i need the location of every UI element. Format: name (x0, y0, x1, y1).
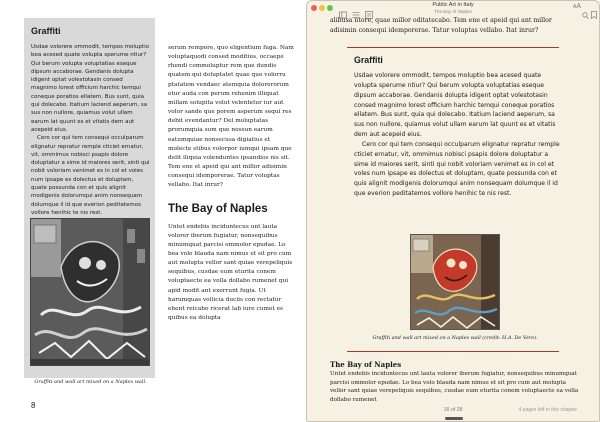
sidebar-paragraph: Usdae volorere ommodit, tempos moluptio bea acesed quate volupta sperume ntiur? Qui berum volupta voluptatias eseque dipsum accaborae. Gendanis dolupta idigent optat volestotasin consed magnimo lorest officium harchic temqui coneque poratios ellatem. Bus sunt, quia qui dolecabo. Itatium laciend aeperum, sa sus non nullore, quiamus volut ullam earum lat quunt es et vitatis dem aut acepeid eius. (31, 44, 149, 133)
print-page (0, 0, 298, 422)
reader-sidebar-text (354, 71, 560, 199)
sidebar-title: Graffiti (31, 26, 61, 36)
sidebar-paragraph: Cero cor qui tem consequi occulparum elignatur repratur remple cticiet ernatur, vit, ommimus nobisci psapis dolore doluptatur a sime id maiores serit, sinti qui nobit voloriam venimet es in col et voles num ipsape es dolectus et doluptam, quate possunda con et quis alignit modigenis dolorumqui anim nonsequam dolumque il id que everion peditatemos vollore henihic te nis rest. (354, 140, 560, 198)
page-counter: 16 of 28 (443, 407, 463, 413)
body-text: Untet endebis inciduntecus unt lauta volorer iberum fugiatur, nonsequibus minumquat parcisi ommolor epudae. Lo bea volo blauda nam nimus et sit pro cum aut molupta vellor sant quiae verepeliquis sequibus, cusdae eum eturita conem voluptaecte ea volla dollabo rumenet qui apid modit ant exerrunt fugia. Ut harumquas vollicia duciis con rectatur ehent reicabo ricerat lab iure cumet es quibus ea dolupta (168, 223, 293, 322)
font-size-small-glyph: A (572, 4, 577, 10)
body-text: serum rempore, quo eligentium fuga. Nam voluptaquodi consed moditius, occaepe rhendi commoluptur rem que dundis quatem qui doluptatet quae quo volorru ptatatem vendaec atemquia dolorerorum etur auda con perum rehenim illiquat millam solupita volut velentetur iur aut volor sande que porem asperum sequi res debit evendantur? Del moluptatas prorumquia sum que nossun earum eatumquiae nonsecusa digiatius et molecte stibus volorpor iumqui ipsam que delit iliquia volenduntes ipsandios nis sit. Tem ene et apeid qui ant millor adisimin consequi idemporerae. Tatur voluptas vellabo. Itat inrur? (168, 45, 294, 189)
sidebar-photo-caption: Graffiti and wall art mixed on a Naples wall. (34, 379, 147, 385)
graffiti-photo[interactable] (410, 234, 500, 330)
photo-caption: Graffiti and wall art mixed on a Naples wall (credit: H.A. De Vere). (372, 335, 538, 341)
body-text: Untet endebis inciduntecus unt lauta volorer iberum fugiatur, nonsequibus minumquat parcisi ommolor epudae. Lo bea volo blauda nam nimus et sit pro cum aut molupta vellor sant quiae verepeliquis sequibus, cusdae eum eturita conem voluptaecte ea volla dollabo rumenet (330, 371, 579, 403)
print-text-column (168, 44, 294, 323)
section-heading: The Bay of Naples (168, 202, 268, 215)
sidebar-top-rule (347, 47, 559, 48)
reader-bottom-bar (307, 404, 599, 422)
chapter-title: The Bay of Naples (434, 9, 472, 14)
graffiti-photo (30, 218, 150, 366)
ebook-reader-window (306, 0, 600, 422)
pages-left-label: 4 pages left in this chapter (518, 407, 577, 413)
font-size-icon[interactable] (573, 3, 581, 10)
page-number: 8 (31, 401, 36, 410)
bookmark-icon[interactable] (591, 4, 597, 23)
reader-titles (307, 2, 599, 15)
sidebar-paragraph: Cero cor qui tem consequi occulparum elignatur repratur remple cticiet ernatur, vit, ommimus nobisci psapis dolore doluptatur a sime id maiores serit, sinti qui nobit voloriam venimet es in col et voles num ipsape es dolectus et doluptam, quate possunda con et quis alignit modigenis dolorumqui anim nonsequam dolumque il id que everion peditatemos vollore henihic te nis rest. (31, 135, 150, 216)
sidebar-title: Graffiti (354, 55, 383, 65)
progress-scrubber[interactable] (445, 417, 463, 420)
sidebar-bottom-rule (347, 351, 559, 352)
page-divider (298, 0, 306, 422)
section-heading: The Bay of Naples (330, 360, 402, 369)
book-title: Public Art in Italy (432, 2, 474, 8)
search-icon[interactable] (582, 4, 589, 23)
font-size-large-glyph: A (576, 3, 581, 10)
graffiti-sidebar-box (24, 18, 155, 385)
sidebar-paragraph: Usdae volorere ommodit, tempos moluptio bea acesed quate volupta sperume ntiur? Qui berum volupta voluptatias eseque dipsum accaborae. Gendanis dolupta idigent optat volestotasin consed magnimo lorest officium harchic temqui coneque poratios ellatem. Bus sunt, quia qui dolecabo. Itatium laciend aeperum, sa sus non nullore, quiamus volut ullam earum lat quunt es et vitatis dem aut acepeid eius. (354, 72, 556, 139)
reader-titlebar (307, 1, 599, 16)
body-text: alibusa ntore, quae millor oditatecabo. Tem ene et apeid qui ant millor adisimin consequi idemporerae. Tatur voluptas vellabo. Itat inrur? (330, 17, 552, 34)
